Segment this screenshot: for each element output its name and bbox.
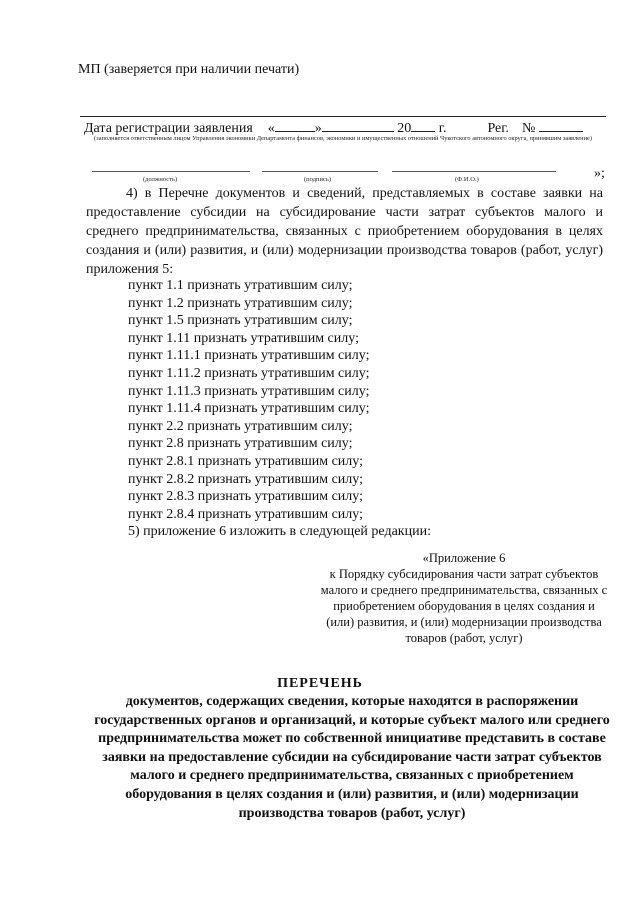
- list-item: пункт 2.8.3 признать утратившим силу;: [128, 489, 363, 505]
- list-item: пункт 1.11 признать утратившим силу;: [128, 330, 359, 346]
- list-item: пункт 1.11.2 признать утратившим силу;: [128, 365, 370, 381]
- paragraph-4-text: 4) в Перечне документов и сведений, представляемых в составе заявки на предоставление субсидии на субсидирование части затрат субъектов малого и среднего предпринимательства, связанных с приобретением оборудования в целях создания и (или) развития, и (или) модернизации производства товаров (работ, услуг) приложения 5:: [86, 186, 603, 277]
- signature-line: [262, 171, 378, 172]
- closing-quote-mark: »;: [594, 166, 605, 181]
- list-item: пункт 1.2 признать утратившим силу;: [128, 295, 353, 311]
- reg-number-blank: [539, 119, 583, 132]
- name-label: (Ф.И.О.): [455, 176, 479, 183]
- stamp-note: МП (заверяется при наличии печати): [78, 62, 300, 77]
- number-sign: №: [521, 121, 536, 136]
- list-item: пункт 1.11.3 признать утратившим силу;: [128, 383, 370, 399]
- page-title: ПЕРЕЧЕНЬ: [277, 676, 363, 691]
- list-item: пункт 2.8.2 признать утратившим силу;: [128, 471, 363, 487]
- appendix-block: [318, 550, 610, 646]
- registration-note: (заполняется ответственным лицом Управления экономики Департамента финансов, экономики и имущественных отношений Чукотского автономного округа, принявшим заявление): [94, 135, 592, 142]
- year-prefix: 20: [397, 121, 412, 136]
- signature-label: (подпись): [304, 176, 331, 183]
- position-line: [92, 171, 250, 172]
- day-blank: [275, 119, 315, 132]
- year-suffix: г.: [438, 121, 447, 136]
- list-item: пункт 2.2 признать утратившим силу;: [128, 418, 353, 434]
- name-line: [392, 171, 556, 172]
- registration-top-rule: [80, 116, 606, 117]
- date-quote-open: «: [267, 121, 275, 136]
- page-subtitle: документов, содержащих сведения, которые находятся в распоряжении государственных органов и организаций, и которые субъект малого или среднего предпринимательства может по собственной инициативе представить в составе заявки на предоставление субсидии на субсидирование части затрат субъектов малого и среднего предпринимательства, связанных с приобретением оборудования в целях создания и (или) развития, и (или) модернизации производства товаров (работ, услуг): [94, 694, 610, 821]
- list-item: пункт 1.11.1 признать утратившим силу;: [128, 348, 370, 364]
- list-item: 5) приложение 6 изложить в следующей редакции:: [128, 524, 431, 540]
- list-item: пункт 2.8 признать утратившим силу;: [128, 436, 353, 452]
- appendix-title: «Приложение 6: [422, 551, 506, 565]
- list-item: пункт 2.8.4 признать утратившим силу;: [128, 506, 363, 522]
- registration-label: Дата регистрации заявления: [84, 121, 253, 136]
- month-blank: [322, 119, 394, 132]
- list-item: пункт 2.8.1 признать утратившим силу;: [128, 453, 363, 469]
- position-label: (должность): [143, 176, 178, 183]
- list-item: пункт 1.5 признать утратившим силу;: [128, 313, 353, 329]
- items-list: [128, 277, 431, 541]
- paragraph-4: [86, 184, 603, 279]
- year-blank: [411, 119, 435, 132]
- list-item: пункт 1.11.4 признать утратившим силу;: [128, 401, 370, 417]
- appendix-reference: к Порядку субсидирования части затрат субъектов малого и среднего предпринимательства, связанных с приобретением оборудования в целях создания и (или) развития, и (или) модернизации производства товаров (работ, услуг): [320, 567, 608, 645]
- list-item: пункт 1.1 признать утратившим силу;: [128, 278, 353, 293]
- reg-label: Рег.: [487, 121, 509, 136]
- date-quote-close: »: [314, 121, 322, 136]
